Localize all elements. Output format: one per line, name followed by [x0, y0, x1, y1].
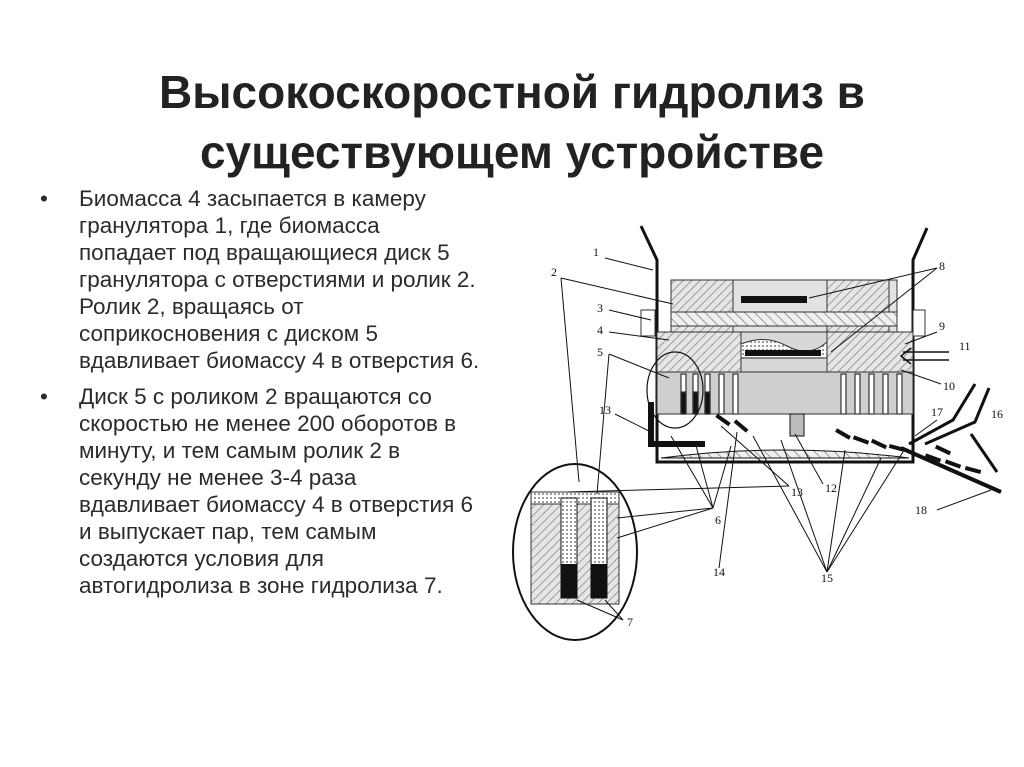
label-14: 14 [713, 565, 725, 579]
label-15: 15 [821, 571, 833, 585]
bullet-marker: • [40, 186, 48, 211]
label-17: 17 [931, 405, 943, 419]
label-13b: 13 [791, 485, 803, 499]
label-4: 4 [597, 323, 603, 337]
granulator-diagram [505, 212, 1017, 652]
label-13a: 13 [599, 403, 611, 417]
bullet-text: Биомасса 4 засыпается в камеру гранулятора 1, где биомасса попадает под вращающиеся диск 5 гранулятора с отверстиями и ролик 2. Ролик 2, вращаясь от соприкосновения с диском 5 вдавливает биомассу 4 в отверстия 6. [79, 186, 480, 373]
label-6: 6 [715, 513, 721, 527]
bullet-list [40, 185, 480, 608]
label-10: 10 [943, 379, 955, 393]
slide-title-line-1: Высокоскоростной гидролиз в [159, 66, 865, 118]
label-3: 3 [597, 301, 603, 315]
label-7: 7 [627, 615, 633, 629]
bullet-item [40, 383, 480, 599]
label-18: 18 [915, 503, 927, 517]
label-12: 12 [825, 481, 837, 495]
label-16: 16 [991, 407, 1003, 421]
bullet-marker: • [40, 384, 48, 409]
label-1: 1 [593, 245, 599, 259]
label-5: 5 [597, 345, 603, 359]
bullet-text: Диск 5 с роликом 2 вращаются со скоростью не менее 200 оборотов в минуту, и тем самым ролик 2 в секунду не менее 3-4 раза вдавливает биомассу 4 в отверстия 6 и выпускает пар, тем самым создаются условия для автогидролиза в зоне гидролиза 7. [79, 384, 474, 598]
slide-title [60, 62, 964, 182]
label-11: 11 [959, 339, 971, 353]
label-9: 9 [939, 319, 945, 333]
slide-title-line-2: существующем устройстве [199, 126, 825, 178]
bullet-item [40, 185, 480, 374]
label-8: 8 [939, 259, 945, 273]
label-2: 2 [551, 265, 557, 279]
